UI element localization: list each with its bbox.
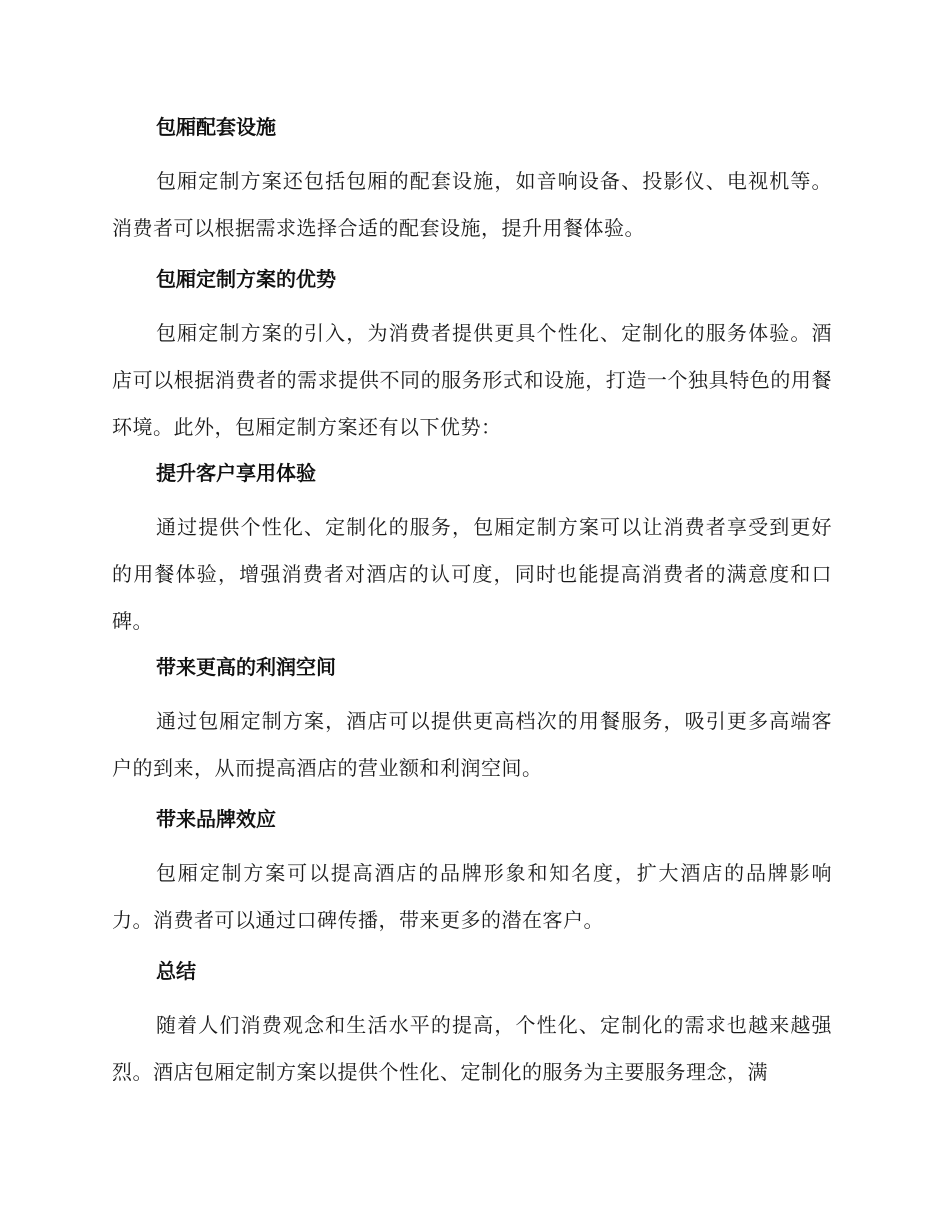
- section-heading-facilities: 包厢配套设施: [156, 115, 276, 139]
- section-heading-summary: 总结: [156, 959, 196, 983]
- section-paragraph-advantages: 包厢定制方案的引入，为消费者提供更具个性化、定制化的服务体验。酒店可以根据消费者的需求提供不同的服务形式和设施，打造一个独具特色的用餐环境。此外，包厢定制方案还有以下优势：: [112, 321, 832, 439]
- section-paragraph-facilities: 包厢定制方案还包括包厢的配套设施，如音响设备、投影仪、电视机等。消费者可以根据需求选择合适的配套设施，提升用餐体验。: [112, 169, 832, 240]
- section-paragraph-profit: 通过包厢定制方案，酒店可以提供更高档次的用餐服务，吸引更多高端客户的到来，从而提高酒店的营业额和利润空间。: [112, 709, 832, 780]
- section-heading-advantages: 包厢定制方案的优势: [156, 267, 336, 291]
- section-heading-customer-experience: 提升客户享用体验: [156, 461, 316, 485]
- section-paragraph-customer-experience: 通过提供个性化、定制化的服务，包厢定制方案可以让消费者享受到更好的用餐体验，增强消费者对酒店的认可度，同时也能提高消费者的满意度和口碑。: [112, 515, 832, 633]
- section-paragraph-summary: 随着人们消费观念和生活水平的提高，个性化、定制化的需求也越来越强烈。酒店包厢定制方案以提供个性化、定制化的服务为主要服务理念，满: [112, 1013, 832, 1084]
- section-heading-brand: 带来品牌效应: [156, 807, 276, 831]
- section-paragraph-brand: 包厢定制方案可以提高酒店的品牌形象和知名度，扩大酒店的品牌影响力。消费者可以通过口碑传播，带来更多的潜在客户。: [112, 861, 832, 932]
- section-heading-profit: 带来更高的利润空间: [156, 655, 336, 679]
